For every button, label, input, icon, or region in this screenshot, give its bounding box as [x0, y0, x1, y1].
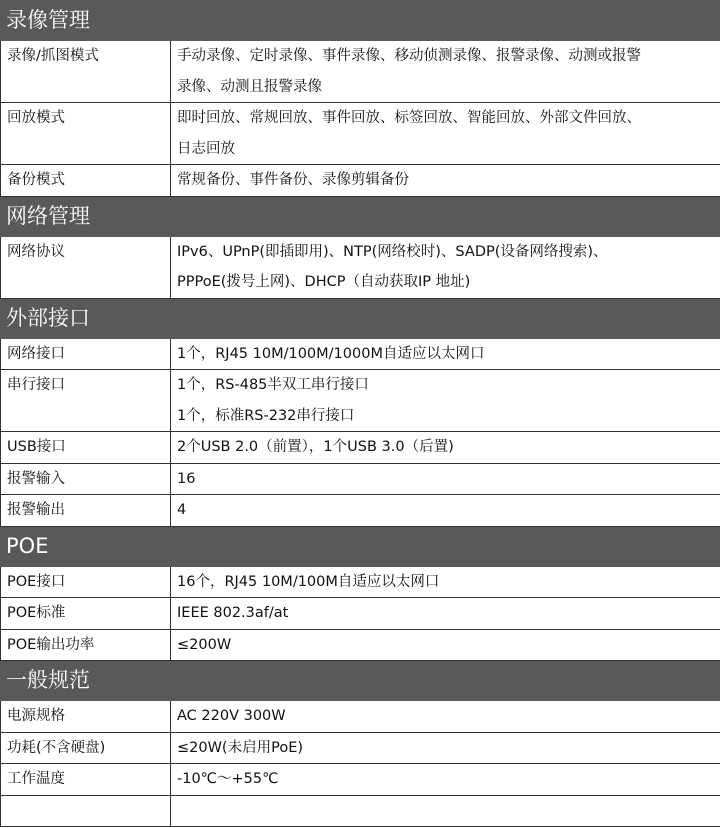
spec-label: 备份模式	[1, 165, 171, 197]
table-row	[1, 165, 720, 197]
table-row	[1, 495, 720, 527]
spec-value-line: 16个，RJ45 10M/100M自适应以太网口	[177, 573, 440, 590]
table-row	[1, 338, 720, 370]
spec-label: POE标准	[1, 598, 171, 630]
table-row	[1, 432, 720, 464]
spec-value-line: AC 220V 300W	[177, 708, 286, 724]
spec-label: 报警输出	[1, 495, 171, 527]
spec-value-line: 常规备份、事件备份、录像剪辑备份	[177, 172, 409, 188]
spec-label: 串行接口	[1, 370, 171, 432]
section-header-row	[1, 298, 720, 338]
spec-value	[171, 566, 720, 598]
spec-value	[171, 370, 720, 432]
spec-label: POE输出功率	[1, 629, 171, 661]
spec-value	[171, 629, 720, 661]
section-title: 网络管理	[1, 196, 720, 236]
table-row	[1, 629, 720, 661]
spec-value	[171, 764, 720, 796]
section-header-row	[1, 196, 720, 236]
table-row	[1, 463, 720, 495]
spec-value-line: -10℃～+55℃	[177, 771, 279, 787]
spec-value-line: PPPoE(拨号上网)、DHCP（自动获取IP 地址)	[177, 274, 471, 290]
section-title: 外部接口	[1, 298, 720, 338]
spec-label: 工作温度	[1, 764, 171, 796]
spec-value-line: 1个，RJ45 10M/100M/1000M自适应以太网口	[177, 345, 485, 362]
spec-value-line: ≤200W	[177, 636, 232, 653]
spec-value	[171, 732, 720, 764]
spec-value	[171, 701, 720, 733]
spec-value-line: IPv6、UPnP(即插即用)、NTP(网络校时)、SADP(设备网络搜索)、	[177, 243, 608, 260]
section-header-row	[1, 1, 720, 41]
spec-value-line: 4	[177, 502, 187, 518]
section-title: POE	[1, 526, 720, 566]
spec-label: 报警输入	[1, 463, 171, 495]
spec-value	[171, 165, 720, 197]
table-row	[1, 236, 720, 298]
spec-value	[171, 432, 720, 464]
spec-value	[171, 236, 720, 298]
spec-label: 功耗(不含硬盘)	[1, 732, 171, 764]
spec-label: 网络接口	[1, 338, 171, 370]
table-row	[1, 103, 720, 165]
spec-value-line: ≤20W(未启用PoE)	[177, 739, 304, 756]
spec-value-line: 手动录像、定时录像、事件录像、移动侦测录像、报警录像、动测或报警	[177, 48, 641, 64]
table-row	[1, 41, 720, 103]
spec-value-line: 16	[177, 470, 196, 487]
spec-label: USB接口	[1, 432, 171, 464]
table-row	[1, 764, 720, 796]
spec-value-line: 1个，RS-485半双工串行接口	[177, 377, 369, 393]
spec-value-line	[177, 796, 720, 827]
table-row	[1, 370, 720, 432]
spec-value	[171, 598, 720, 630]
spec-table-body	[1, 1, 720, 827]
table-row	[1, 566, 720, 598]
spec-label: 录像/抓图模式	[1, 41, 171, 103]
spec-value-line: 录像、动测且报警录像	[177, 78, 322, 95]
spec-value	[171, 103, 720, 165]
spec-value-line: 2个USB 2.0（前置），1个USB 3.0（后置)	[177, 439, 454, 455]
spec-label: 电源规格	[1, 701, 171, 733]
table-row	[1, 701, 720, 733]
section-title: 录像管理	[1, 1, 720, 41]
table-row	[1, 795, 720, 827]
table-row	[1, 598, 720, 630]
spec-value-line: 即时回放、常规回放、事件回放、标签回放、智能回放、外部文件回放、	[177, 110, 641, 126]
spec-value-line: IEEE 802.3af/at	[177, 605, 289, 621]
table-row	[1, 732, 720, 764]
spec-value-line: 日志回放	[177, 140, 235, 157]
spec-label: POE接口	[1, 566, 171, 598]
spec-value	[171, 338, 720, 370]
spec-label: 回放模式	[1, 103, 171, 165]
spec-label	[1, 795, 171, 827]
spec-value	[171, 795, 720, 827]
spec-value	[171, 463, 720, 495]
section-title: 一般规范	[1, 661, 720, 701]
spec-value-line: 1个，标准RS-232串行接口	[177, 407, 355, 424]
spec-value	[171, 495, 720, 527]
spec-value	[171, 41, 720, 103]
section-header-row	[1, 526, 720, 566]
section-header-row	[1, 661, 720, 701]
spec-label: 网络协议	[1, 236, 171, 298]
